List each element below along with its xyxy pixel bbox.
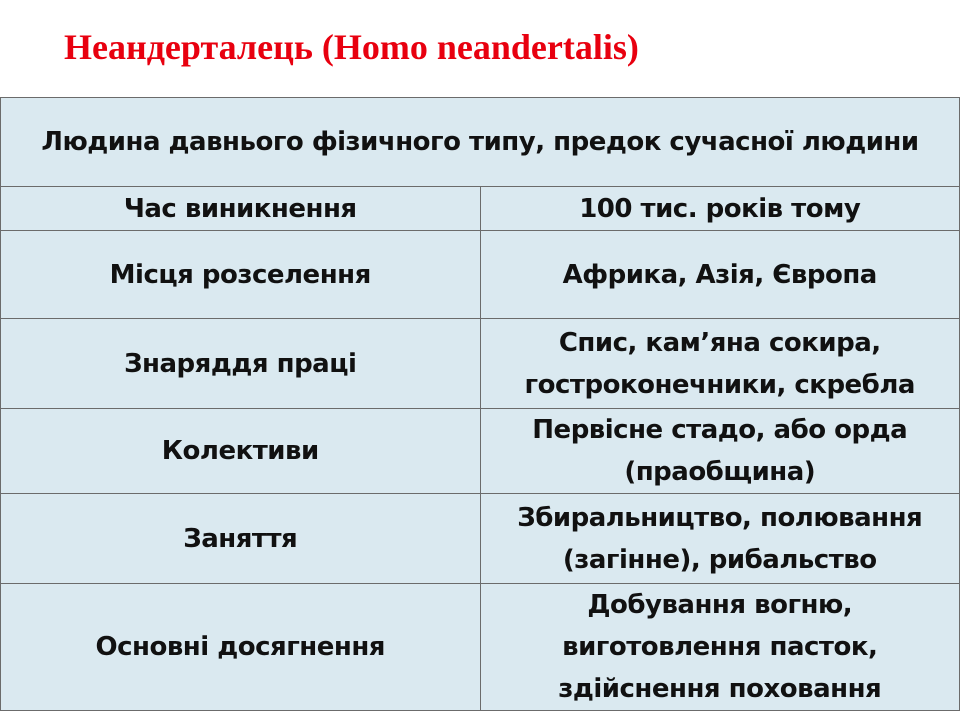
table-row <box>1 231 960 319</box>
row-value: Спис, кам’яна сокира, гостроконечники, скребла <box>480 319 960 409</box>
row-label: Заняття <box>1 494 481 584</box>
row-label: Час виникнення <box>1 187 481 231</box>
table-row <box>1 584 960 711</box>
table-row <box>1 409 960 494</box>
row-value: Африка, Азія, Європа <box>480 231 960 319</box>
row-label: Місця розселення <box>1 231 481 319</box>
table-header-row <box>1 98 960 187</box>
row-label: Знаряддя праці <box>1 319 481 409</box>
row-value: Добування вогню, виготовлення пасток, здійснення поховання <box>480 584 960 711</box>
slide-title: Неандерталець (Homo neandertalis) <box>64 27 639 67</box>
table-row <box>1 319 960 409</box>
table-row <box>1 494 960 584</box>
row-value: Збиральництво, полювання (загінне), рибальство <box>480 494 960 584</box>
row-label: Колективи <box>1 409 481 494</box>
row-label: Основні досягнення <box>1 584 481 711</box>
row-value: Первісне стадо, або орда (праобщина) <box>480 409 960 494</box>
table-header-cell: Людина давнього фізичного типу, предок сучасної людини <box>1 98 960 187</box>
info-table <box>0 97 960 711</box>
table-row <box>1 187 960 231</box>
row-value: 100 тис. років тому <box>480 187 960 231</box>
